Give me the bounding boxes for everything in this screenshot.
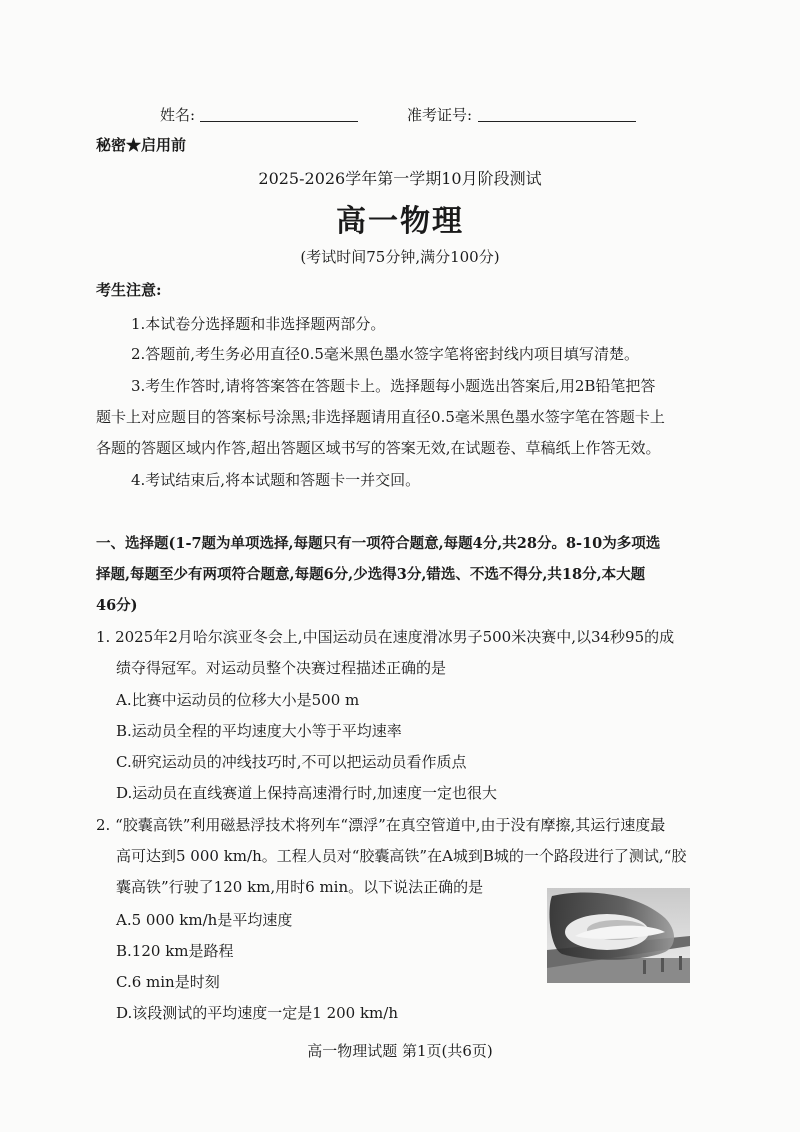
notice-item: 4.考试结束后,将本试题和答题卡一并交回。 xyxy=(131,471,421,489)
exam-title: 2025-2026学年第一学期10月阶段测试 xyxy=(258,169,542,188)
question1-option-b: B.运动员全程的平均速度大小等于平均速率 xyxy=(116,722,402,740)
exam-info: (考试时间75分钟,满分100分) xyxy=(300,248,500,266)
question2-option-b: B.120 km是路程 xyxy=(116,942,234,960)
exam-id-label: 准考证号: xyxy=(407,106,473,124)
name-blank-line xyxy=(200,121,358,122)
question1-stem: 绩夺得冠军。对运动员整个决赛过程描述正确的是 xyxy=(116,659,447,677)
section1-instructions: 46分) xyxy=(96,597,138,614)
page-footer: 高一物理试题 第1页(共6页) xyxy=(307,1042,493,1060)
question1-stem: 1. 2025年2月哈尔滨亚冬会上,中国运动员在速度滑冰男子500米决赛中,以34秒95的成 xyxy=(96,628,675,646)
notice-heading: 考生注意: xyxy=(96,281,162,299)
question2-stem: 囊高铁”行驶了120 km,用时6 min。以下说法正确的是 xyxy=(116,878,484,896)
notice-item: 2.答题前,考生务必用直径0.5毫米黑色墨水签字笔将密封线内项目填写清楚。 xyxy=(131,345,639,363)
capsule-train-image xyxy=(547,888,690,983)
question2-option-d: D.该段测试的平均速度一定是1 200 km/h xyxy=(116,1004,398,1022)
question2-option-a: A.5 000 km/h是平均速度 xyxy=(116,911,293,929)
question2-option-c: C.6 min是时刻 xyxy=(116,973,220,991)
notice-item: 1.本试卷分选择题和非选择题两部分。 xyxy=(131,315,386,333)
name-label: 姓名: xyxy=(160,106,196,124)
question1-option-c: C.研究运动员的冲线技巧时,不可以把运动员看作质点 xyxy=(116,753,467,771)
question2-stem: 2. “胶囊高铁”利用磁悬浮技术将列车“漂浮”在真空管道中,由于没有摩擦,其运行速度最 xyxy=(96,816,666,834)
question2-stem: 高可达到5 000 km/h。工程人员对“胶囊高铁”在A城到B城的一个路段进行了测试,“胶 xyxy=(116,847,687,865)
section1-instructions: 一、选择题(1-7题为单项选择,每题只有一项符合题意,每题4分,共28分。8-10为多项选 xyxy=(96,535,661,552)
question1-option-a: A.比赛中运动员的位移大小是500 m xyxy=(116,691,360,709)
section1-instructions: 择题,每题至少有两项符合题意,每题6分,少选得3分,错选、不选不得分,共18分,本大题 xyxy=(96,566,646,583)
secret-mark: 秘密★启用前 xyxy=(96,136,187,154)
question1-option-d: D.运动员在直线赛道上保持高速滑行时,加速度一定也很大 xyxy=(116,784,498,802)
exam-id-blank-line xyxy=(478,121,636,122)
notice-item-continuation: 各题的答题区域内作答,超出答题区域书写的答案无效,在试题卷、草稿纸上作答无效。 xyxy=(96,439,661,457)
subject-title: 高一物理 xyxy=(336,204,464,239)
notice-item: 3.考生作答时,请将答案答在答题卡上。选择题每小题选出答案后,用2B铅笔把答 xyxy=(131,377,656,395)
notice-item-continuation: 题卡上对应题目的答案标号涂黑;非选择题请用直径0.5毫米黑色墨水签字笔在答题卡上 xyxy=(96,408,665,426)
